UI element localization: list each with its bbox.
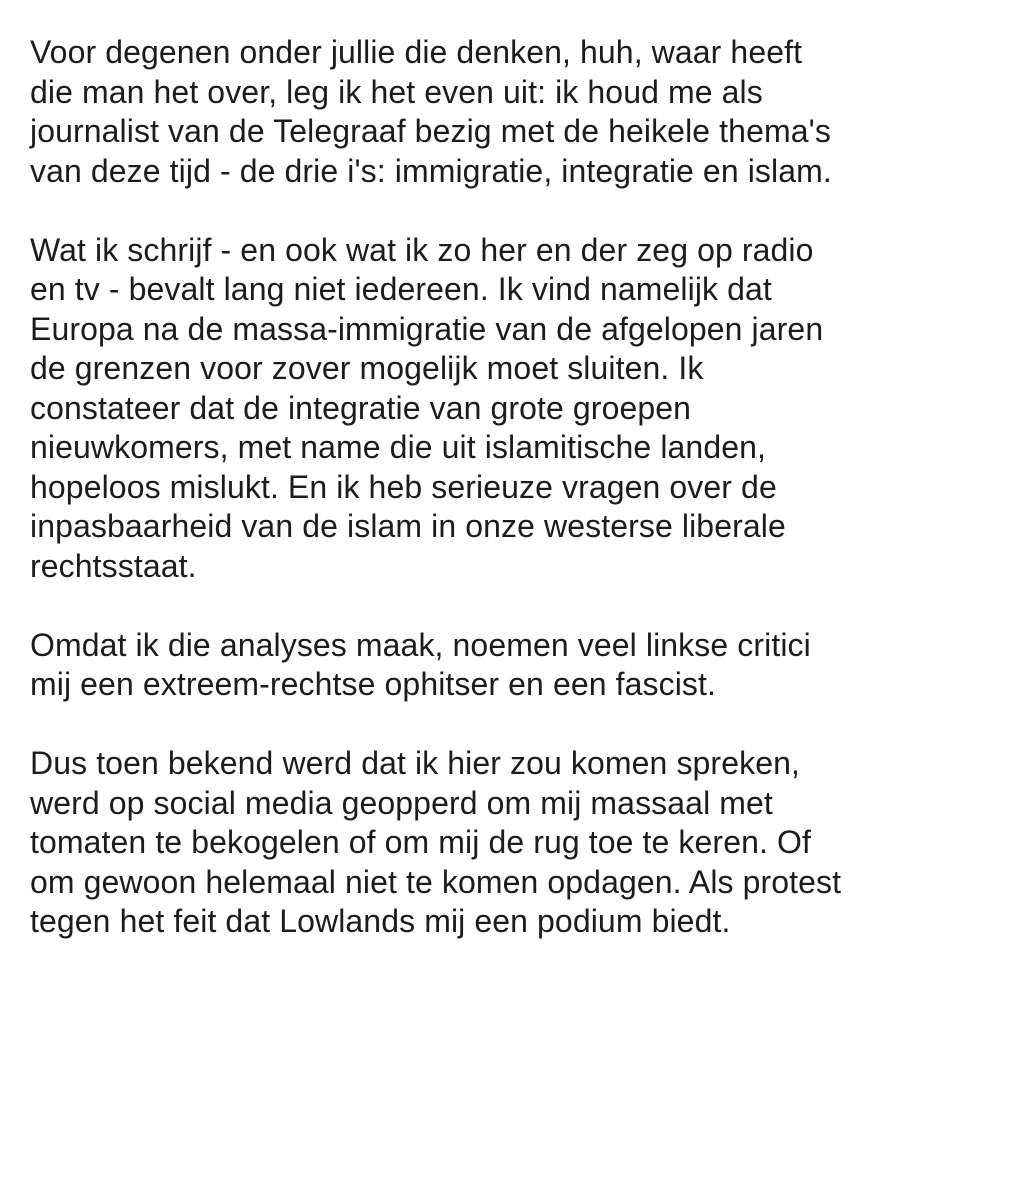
text-line: werd op social media geopperd om mij massaal met xyxy=(30,784,773,821)
text-line: Europa na de massa-immigratie van de afgelopen jaren xyxy=(30,310,824,347)
text-line: de grenzen voor zover mogelijk moet sluiten. Ik xyxy=(30,350,704,386)
text-line: tomaten te bekogelen of om mij de rug toe te keren. Of xyxy=(30,824,811,860)
text-line: hopeloos mislukt. En ik heb serieuze vragen over de xyxy=(30,468,777,505)
text-line: Dus toen bekend werd dat ik hier zou komen spreken, xyxy=(30,745,800,781)
text-line: mij een extreem-rechtse ophitser en een fascist. xyxy=(30,666,717,702)
text-line: Voor degenen onder jullie die denken, huh, waar heeft xyxy=(30,34,803,70)
text-line: om gewoon helemaal niet te komen opdagen. Als protest xyxy=(30,863,842,900)
document-body xyxy=(30,33,1025,981)
text-line: inpasbaarheid van de islam in onze westerse liberale xyxy=(30,508,786,544)
text-line: die man het over, leg ik het even uit: ik houd me als xyxy=(30,73,763,110)
text-line: nieuwkomers, met name die uit islamitische landen, xyxy=(30,429,766,465)
text-line: tegen het feit dat Lowlands mij een podium biedt. xyxy=(30,903,731,939)
paragraph-1 xyxy=(30,33,1025,191)
paragraph-2 xyxy=(30,231,1025,587)
text-line: van deze tijd - de drie i's: immigratie, integratie en islam. xyxy=(30,152,832,189)
paragraph-3 xyxy=(30,626,1025,705)
text-line: constateer dat de integratie van grote groepen xyxy=(30,389,692,426)
text-line: rechtsstaat. xyxy=(30,547,197,584)
text-line: Omdat ik die analyses maak, noemen veel linkse critici xyxy=(30,626,811,663)
paragraph-4 xyxy=(30,744,1025,942)
text-line: journalist van de Telegraaf bezig met de heikele thema's xyxy=(30,113,831,149)
text-line: en tv - bevalt lang niet iedereen. Ik vind namelijk dat xyxy=(30,271,772,307)
text-line: Wat ik schrijf - en ook wat ik zo her en der zeg op radio xyxy=(30,231,814,268)
